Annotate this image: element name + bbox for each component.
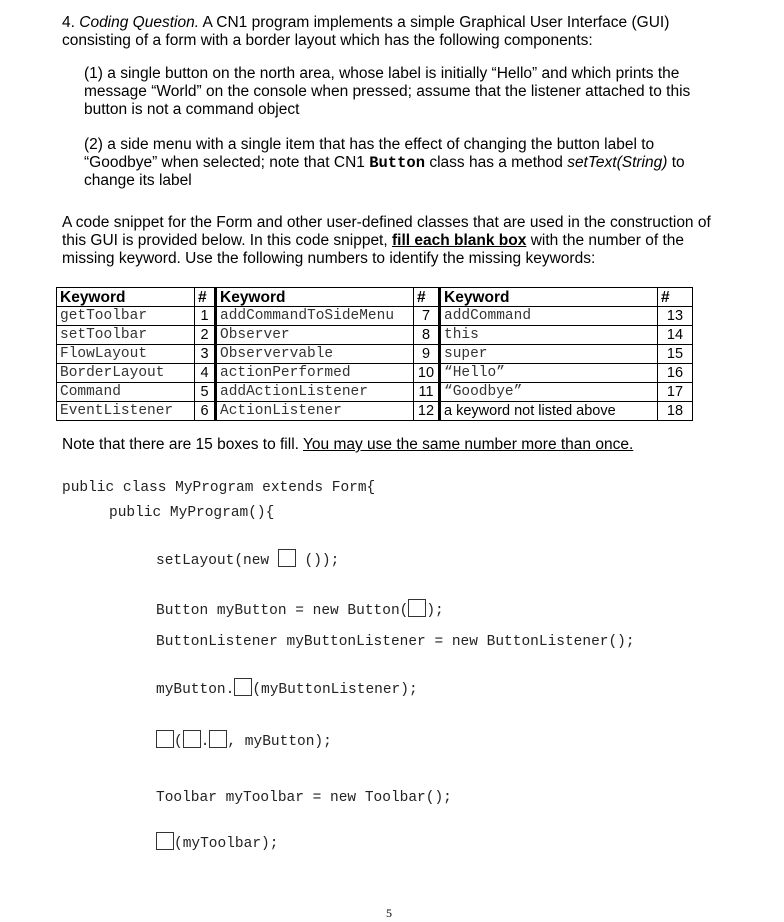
button-class-name: Button <box>369 154 426 172</box>
blank-box-2[interactable] <box>408 599 426 617</box>
table-cell: this <box>440 326 658 345</box>
keyword-table <box>56 287 693 421</box>
table-cell: 5 <box>195 383 216 402</box>
table-cell: EventListener <box>57 402 195 421</box>
question-number: 4. <box>62 14 75 31</box>
table-cell: setToolbar <box>57 326 195 345</box>
code-sidemenu-c: , myButton); <box>227 734 332 750</box>
requirement-2-number: (2) <box>84 136 103 153</box>
table-cell: actionPerformed <box>216 364 414 383</box>
table-cell: 8 <box>414 326 440 345</box>
requirement-1-number: (1) <box>84 65 103 82</box>
instructions-emphasis: fill each blank box <box>392 232 527 249</box>
header-number-3: # <box>658 288 693 307</box>
table-cell: 10 <box>414 364 440 383</box>
blank-box-4[interactable] <box>156 730 174 748</box>
requirement-2-text-b: class has a method <box>429 154 563 171</box>
table-cell: addActionListener <box>216 383 414 402</box>
code-line-class: public class MyProgram extends Form{ <box>62 480 376 496</box>
table-cell: addCommandToSideMenu <box>216 307 414 326</box>
page-number: 5 <box>386 906 392 920</box>
table-cell: 2 <box>195 326 216 345</box>
table-cell: 18 <box>658 402 693 421</box>
requirement-1 <box>84 65 704 119</box>
code-line-toolbar: Toolbar myToolbar = new Toolbar(); <box>156 790 452 806</box>
requirement-1-text: a single button on the north area, whose label is initially “Hello” and which prints the message “World” on the console when pressed; assume that the listener attached to this button is not a command object <box>84 65 691 118</box>
note <box>62 436 633 454</box>
code-settoolbar-a: (myToolbar); <box>174 836 279 852</box>
keyword-table-header <box>57 288 693 307</box>
code-addlistener-b: (myButtonListener); <box>252 682 418 698</box>
table-cell: “Hello” <box>440 364 658 383</box>
blank-box-6[interactable] <box>209 730 227 748</box>
table-cell: 13 <box>658 307 693 326</box>
table-cell: 11 <box>414 383 440 402</box>
instructions <box>62 214 722 268</box>
table-cell: Observervable <box>216 345 414 364</box>
settext-method: setText(String) <box>567 154 668 171</box>
instructions-text-a: A code snippet for the Form and other user-defined classes that are used in the construction of this GUI is provided below. In this code snippet, <box>62 214 711 249</box>
header-keyword-3: Keyword <box>440 288 658 307</box>
requirement-2-text-a: a side menu with a single item that has the effect of changing the button label to “Goodbye” when selected; note that CN1 <box>84 136 655 171</box>
table-cell: 15 <box>658 345 693 364</box>
code-setlayout-b: ()); <box>304 553 340 569</box>
code-setlayout-a: setLayout(new <box>156 553 270 569</box>
code-line-settoolbar <box>156 832 278 852</box>
note-text: Note that there are 15 boxes to fill. <box>62 436 299 453</box>
table-cell: 17 <box>658 383 693 402</box>
table-row <box>57 345 693 364</box>
blank-box-5[interactable] <box>183 730 201 748</box>
table-cell: super <box>440 345 658 364</box>
table-cell: ActionListener <box>216 402 414 421</box>
table-cell: FlowLayout <box>57 345 195 364</box>
table-cell: BorderLayout <box>57 364 195 383</box>
table-cell: getToolbar <box>57 307 195 326</box>
code-line-setlayout <box>156 549 339 569</box>
table-cell: addCommand <box>440 307 658 326</box>
code-sidemenu-a: ( <box>174 734 183 750</box>
table-row <box>57 402 693 421</box>
code-line-buttonlistener: ButtonListener myButtonListener = new ButtonListener(); <box>156 634 635 650</box>
header-keyword-2: Keyword <box>216 288 414 307</box>
table-row <box>57 364 693 383</box>
table-cell: 14 <box>658 326 693 345</box>
table-row <box>57 383 693 402</box>
table-row <box>57 326 693 345</box>
code-button-b: ); <box>426 603 444 619</box>
note-underlined: You may use the same number more than once. <box>302 436 634 453</box>
code-line-sidemenu <box>156 730 332 750</box>
code-line-constructor: public MyProgram(){ <box>109 505 275 521</box>
code-sidemenu-b: . <box>200 734 210 750</box>
code-addlistener-a: myButton. <box>156 682 235 698</box>
table-cell: “Goodbye” <box>440 383 658 402</box>
table-row <box>57 307 693 326</box>
question-intro-text: A CN1 program implements a simple Graphical User Interface (GUI) consisting of a form with a border layout which has the following components: <box>62 14 670 49</box>
question-title: Coding Question. <box>79 14 200 31</box>
requirement-2-text-c: to change its label <box>84 154 685 189</box>
table-cell: Observer <box>216 326 414 345</box>
blank-box-3[interactable] <box>234 678 252 696</box>
instructions-text-b: with the number of the missing keyword. Use the following numbers to identify the missing keywords: <box>62 232 685 267</box>
blank-box-1[interactable] <box>278 549 296 567</box>
header-keyword-1: Keyword <box>57 288 195 307</box>
blank-box-7[interactable] <box>156 832 174 850</box>
code-line-addlistener <box>156 678 418 698</box>
header-number-1: # <box>195 288 216 307</box>
code-line-button <box>156 599 444 619</box>
table-cell: 3 <box>195 345 216 364</box>
table-cell: 6 <box>195 402 216 421</box>
requirement-2 <box>84 136 699 190</box>
table-cell: 7 <box>414 307 440 326</box>
table-cell: 16 <box>658 364 693 383</box>
table-cell: 4 <box>195 364 216 383</box>
table-cell: 1 <box>195 307 216 326</box>
code-button-a: Button myButton = new Button( <box>156 603 409 619</box>
table-cell: Command <box>57 383 195 402</box>
table-cell: 12 <box>414 402 440 421</box>
table-cell: 9 <box>414 345 440 364</box>
table-cell: a keyword not listed above <box>440 402 658 421</box>
question-intro <box>62 14 722 50</box>
header-number-2: # <box>414 288 440 307</box>
